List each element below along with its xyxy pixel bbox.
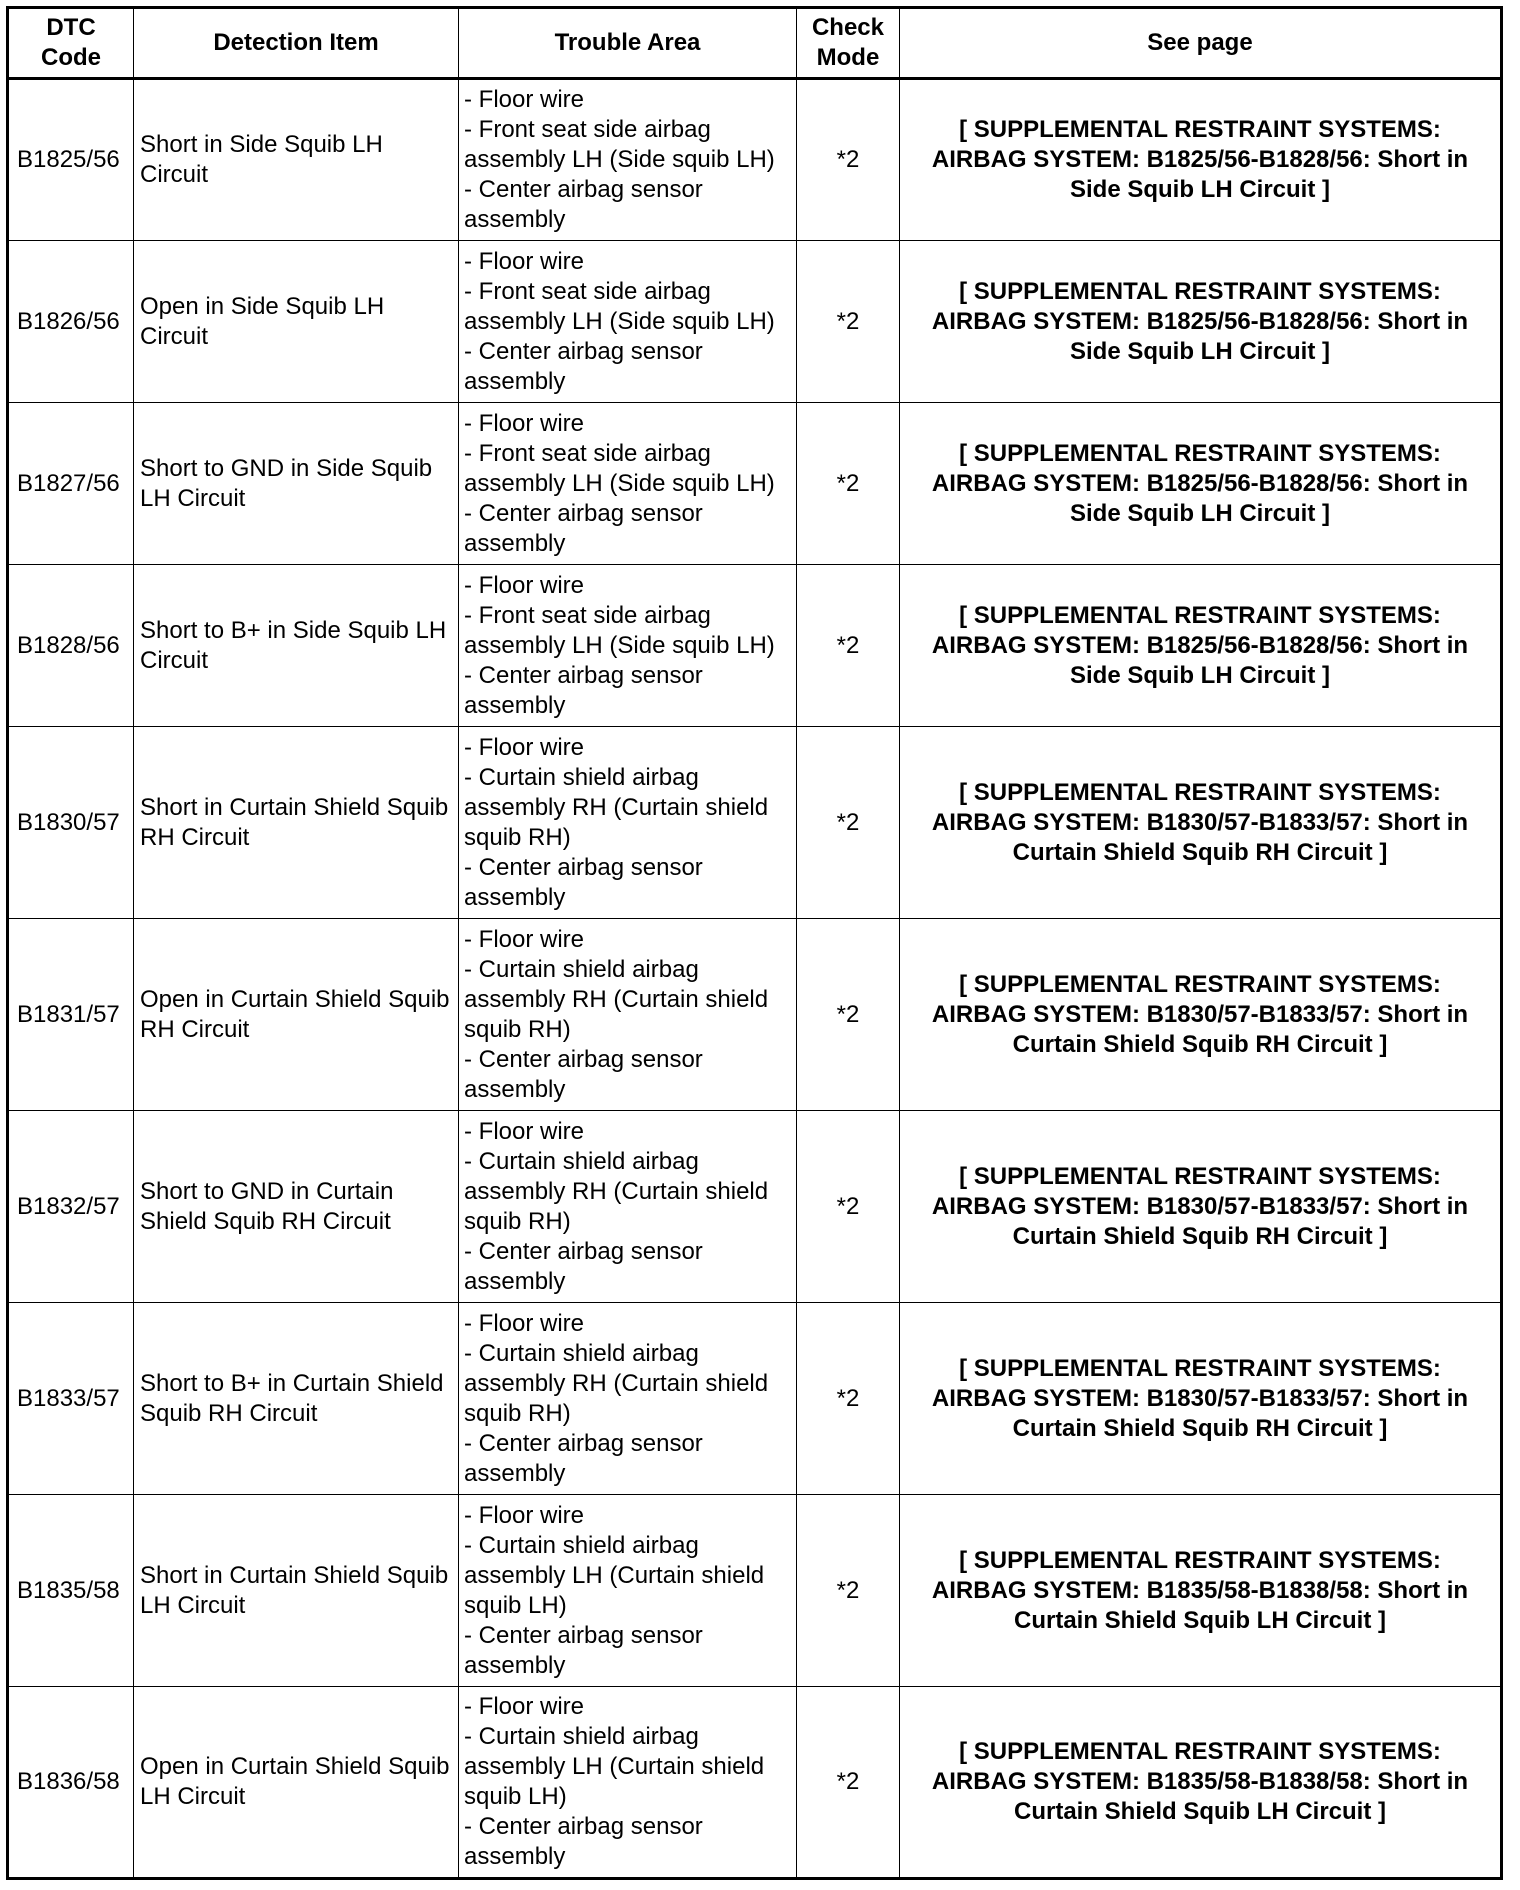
trouble-area-line: - Front seat side airbag assembly LH (Side squib LH) (464, 439, 775, 497)
trouble-area-line: - Floor wire (464, 409, 585, 437)
see-page-link[interactable]: [ SUPPLEMENTAL RESTRAINT SYSTEMS: AIRBAG SYSTEM: B1825/56-B1828/56: Short in Side Squib LH Circuit ] (900, 79, 1502, 241)
trouble-area-line: - Floor wire (464, 925, 585, 953)
trouble-area (459, 403, 797, 565)
detection-item: Short to GND in Side Squib LH Circuit (134, 403, 459, 565)
dtc-code: B1836/58 (8, 1687, 134, 1879)
detection-item: Short to GND in Curtain Shield Squib RH Circuit (134, 1111, 459, 1303)
trouble-area (459, 241, 797, 403)
dtc-code: B1831/57 (8, 919, 134, 1111)
check-mode: *2 (797, 1111, 900, 1303)
dtc-code: B1832/57 (8, 1111, 134, 1303)
trouble-area (459, 1303, 797, 1495)
trouble-area-line: - Floor wire (464, 1117, 585, 1145)
header-dtc-code-line-2: Code (41, 44, 101, 71)
check-mode: *2 (797, 403, 900, 565)
header-detection-item: Detection Item (134, 8, 459, 79)
header-check-mode (797, 8, 900, 79)
see-page-link[interactable]: [ SUPPLEMENTAL RESTRAINT SYSTEMS: AIRBAG SYSTEM: B1830/57-B1833/57: Short in Curtain Shield Squib RH Circuit ] (900, 1303, 1502, 1495)
check-mode: *2 (797, 1303, 900, 1495)
trouble-area-line: - Center airbag sensor assembly (464, 1237, 703, 1295)
dtc-code: B1828/56 (8, 565, 134, 727)
header-trouble-area: Trouble Area (459, 8, 797, 79)
table-row (8, 403, 1502, 565)
trouble-area (459, 1687, 797, 1879)
trouble-area-line: - Curtain shield airbag assembly LH (Curtain shield squib LH) (464, 1723, 765, 1810)
dtc-code: B1830/57 (8, 727, 134, 919)
see-page-link[interactable]: [ SUPPLEMENTAL RESTRAINT SYSTEMS: AIRBAG SYSTEM: B1835/58-B1838/58: Short in Curtain Shield Squib LH Circuit ] (900, 1495, 1502, 1687)
trouble-area-line: - Center airbag sensor assembly (464, 1429, 703, 1487)
trouble-area-line: - Curtain shield airbag assembly RH (Curtain shield squib RH) (464, 1339, 769, 1427)
trouble-area (459, 727, 797, 919)
table-row (8, 919, 1502, 1111)
header-dtc-code-line-1: DTC (46, 14, 96, 41)
check-mode: *2 (797, 79, 900, 241)
detection-item: Open in Side Squib LH Circuit (134, 241, 459, 403)
trouble-area-line: - Front seat side airbag assembly LH (Side squib LH) (464, 277, 775, 335)
detection-item: Short in Curtain Shield Squib LH Circuit (134, 1495, 459, 1687)
table-row (8, 727, 1502, 919)
table-row (8, 565, 1502, 727)
trouble-area-line: - Center airbag sensor assembly (464, 176, 703, 233)
dtc-code: B1825/56 (8, 79, 134, 241)
check-mode: *2 (797, 727, 900, 919)
trouble-area (459, 565, 797, 727)
detection-item: Short in Curtain Shield Squib RH Circuit (134, 727, 459, 919)
trouble-area-line: - Curtain shield airbag assembly LH (Curtain shield squib LH) (464, 1531, 765, 1619)
trouble-area-line: - Curtain shield airbag assembly RH (Curtain shield squib RH) (464, 1147, 769, 1235)
detection-item: Short to B+ in Side Squib LH Circuit (134, 565, 459, 727)
see-page-link[interactable]: [ SUPPLEMENTAL RESTRAINT SYSTEMS: AIRBAG SYSTEM: B1830/57-B1833/57: Short in Curtain Shield Squib RH Circuit ] (900, 919, 1502, 1111)
trouble-area-line: - Floor wire (464, 1501, 585, 1529)
see-page-link[interactable]: [ SUPPLEMENTAL RESTRAINT SYSTEMS: AIRBAG SYSTEM: B1830/57-B1833/57: Short in Curtain Shield Squib RH Circuit ] (900, 727, 1502, 919)
detection-item: Short in Side Squib LH Circuit (134, 79, 459, 241)
header-row (8, 8, 1502, 79)
header-check-mode-line-2: Mode (816, 44, 880, 71)
dtc-code: B1827/56 (8, 403, 134, 565)
detection-item: Short to B+ in Curtain Shield Squib RH Circuit (134, 1303, 459, 1495)
table-row (8, 1303, 1502, 1495)
dtc-table (6, 6, 1503, 1880)
see-page-link[interactable]: [ SUPPLEMENTAL RESTRAINT SYSTEMS: AIRBAG SYSTEM: B1835/58-B1838/58: Short in Curtain Shield Squib LH Circuit ] (900, 1687, 1502, 1879)
check-mode: *2 (797, 565, 900, 727)
trouble-area-line: - Center airbag sensor assembly (464, 499, 703, 557)
trouble-area-line: - Center airbag sensor assembly (464, 1621, 703, 1679)
trouble-area (459, 79, 797, 241)
trouble-area (459, 1495, 797, 1687)
dtc-code: B1826/56 (8, 241, 134, 403)
header-dtc-code (8, 8, 134, 79)
trouble-area-line: - Center airbag sensor assembly (464, 337, 703, 395)
trouble-area-line: - Front seat side airbag assembly LH (Side squib LH) (464, 601, 775, 659)
check-mode: *2 (797, 919, 900, 1111)
check-mode: *2 (797, 241, 900, 403)
table-body (8, 79, 1502, 1879)
trouble-area-line: - Center airbag sensor assembly (464, 1045, 703, 1103)
detection-item: Open in Curtain Shield Squib LH Circuit (134, 1687, 459, 1879)
trouble-area-line: - Front seat side airbag assembly LH (Side squib LH) (464, 116, 775, 173)
trouble-area-line: - Center airbag sensor assembly (464, 1813, 703, 1870)
trouble-area-line: - Floor wire (464, 571, 585, 599)
trouble-area-line: - Floor wire (464, 86, 585, 113)
trouble-area-line: - Center airbag sensor assembly (464, 661, 703, 719)
trouble-area-line: - Floor wire (464, 733, 585, 761)
trouble-area-line: - Center airbag sensor assembly (464, 853, 703, 911)
see-page-link[interactable]: [ SUPPLEMENTAL RESTRAINT SYSTEMS: AIRBAG SYSTEM: B1830/57-B1833/57: Short in Curtain Shield Squib RH Circuit ] (900, 1111, 1502, 1303)
table-row (8, 241, 1502, 403)
see-page-link[interactable]: [ SUPPLEMENTAL RESTRAINT SYSTEMS: AIRBAG SYSTEM: B1825/56-B1828/56: Short in Side Squib LH Circuit ] (900, 565, 1502, 727)
table-header (8, 8, 1502, 79)
trouble-area-line: - Floor wire (464, 247, 585, 275)
trouble-area-line: - Floor wire (464, 1693, 585, 1720)
see-page-link[interactable]: [ SUPPLEMENTAL RESTRAINT SYSTEMS: AIRBAG SYSTEM: B1825/56-B1828/56: Short in Side Squib LH Circuit ] (900, 241, 1502, 403)
trouble-area (459, 1111, 797, 1303)
header-see-page: See page (900, 8, 1502, 79)
table-row (8, 1111, 1502, 1303)
check-mode: *2 (797, 1687, 900, 1879)
dtc-code: B1835/58 (8, 1495, 134, 1687)
header-check-mode-line-1: Check (811, 14, 885, 41)
dtc-code: B1833/57 (8, 1303, 134, 1495)
detection-item: Open in Curtain Shield Squib RH Circuit (134, 919, 459, 1111)
table-row (8, 1495, 1502, 1687)
table-row (8, 79, 1502, 241)
check-mode: *2 (797, 1495, 900, 1687)
trouble-area (459, 919, 797, 1111)
table-row (8, 1687, 1502, 1879)
trouble-area-line: - Curtain shield airbag assembly RH (Curtain shield squib RH) (464, 955, 769, 1043)
trouble-area-line: - Curtain shield airbag assembly RH (Curtain shield squib RH) (464, 763, 769, 851)
see-page-link[interactable]: [ SUPPLEMENTAL RESTRAINT SYSTEMS: AIRBAG SYSTEM: B1825/56-B1828/56: Short in Side Squib LH Circuit ] (900, 403, 1502, 565)
trouble-area-line: - Floor wire (464, 1309, 585, 1337)
